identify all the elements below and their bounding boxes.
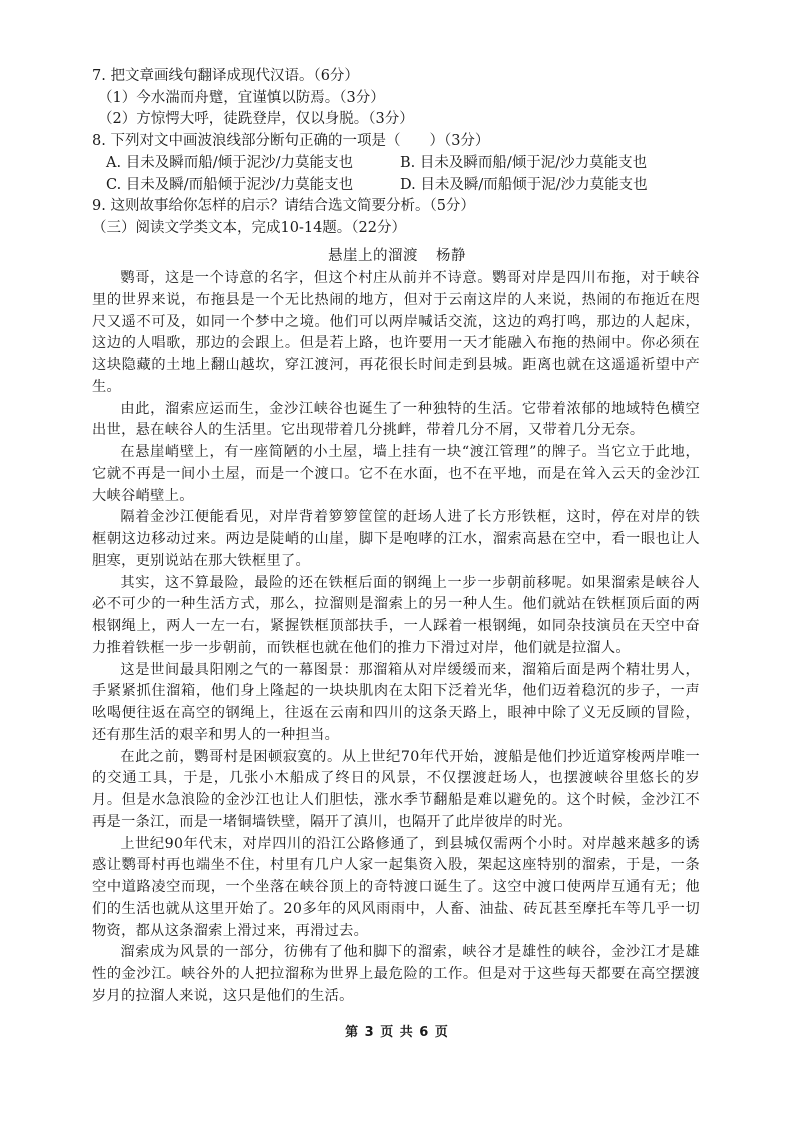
article-title: 悬崖上的溜渡	[328, 248, 418, 264]
question-7-stem: 7. 把文章画线句翻译成现代汉语。（6分）	[92, 68, 359, 84]
question-8-stem: 8. 下列对文中画波浪线部分断句正确的一项是（ ）（3分）	[92, 133, 490, 150]
article-paragraph: 在悬崖峭壁上，有一座简陋的小土屋，墙上挂有一块“渡江管理”的牌子。当它立于此地，它就不再是一间小土屋，而是一个渡口。它不在水面，也不在平地，而是在耸入云天的金沙江大峡谷峭壁上。	[92, 444, 700, 504]
article-body	[92, 268, 700, 1008]
questions-block	[92, 66, 712, 240]
question-8-option-b: B. 目未及瞬而船/倾于泥/沙力莫能支也	[400, 154, 648, 171]
question-7-sub-1: （1）今水湍而舟躄，宜谨慎以防焉。（3分）	[98, 89, 385, 106]
article-heading	[0, 244, 794, 265]
question-8-option-a: A. 目未及瞬而船/倾于泥沙/力莫能支也	[106, 154, 353, 171]
article-paragraph: 在此之前，鹦哥村是困顿寂寞的。从上世纪70年代开始，渡船是他们抄近道穿梭两岸唯一的交通工具，于是，几张小木船成了终日的风景，不仅摆渡赶场人，也摆渡峡谷里悠长的岁月。但是水急浪险的金沙江也让人们胆怯，涨水季节翻船是难以避免的。这个时候，金沙江不再是一条江，而是一堵铜墙铁壁，隔开了滇川，也隔开了此岸彼岸的时光。	[92, 748, 700, 830]
article-paragraph: 隔着金沙江便能看见，对岸背着箩箩筐筐的赶场人进了长方形铁框，这时，停在对岸的铁框朝这边移动过来。两边是陡峭的山崖，脚下是咆哮的江水，溜索高悬在空中，看一眼也让人胆寒，更别说站在那大铁框里了。	[92, 509, 700, 569]
article-paragraph: 这是世间最具阳刚之气的一幕图景：那溜箱从对岸缓缓而来，溜箱后面是两个精壮男人，手紧紧抓住溜箱，他们身上隆起的一块块肌肉在太阳下泛着光华，他们迈着稳沉的步子，一声吆喝便往返在高空的钢绳上，往返在云南和四川的这条天路上，眼神中除了义无反顾的冒险，还有那生活的艰辛和男人的一种担当。	[92, 661, 700, 743]
question-8-option-c: C. 目未及瞬/而船倾于泥沙/力莫能支也	[106, 176, 354, 193]
article-paragraph: 上世纪90年代末，对岸四川的沿江公路修通了，到县城仅需两个小时。对岸越来越多的诱惑让鹦哥村再也端坐不住，村里有几户人家一起集资入股，架起这座特别的溜索，于是，一条空中道路凌空而现，一个坐落在峡谷顶上的奇特渡口诞生了。这空中渡口使两岸互通有无；他们的生活也就从这里开始了。20多年的风风雨雨中，人畜、油盐、砖瓦甚至摩托车等几乎一切物资，都从这条溜索上滑过来，再滑过去。	[92, 835, 700, 939]
question-9-stem: 9. 这则故事给你怎样的启示？请结合选文简要分析。（5分）	[92, 198, 475, 215]
page-footer: 第 3 页 共 6 页	[345, 1025, 449, 1040]
question-7-sub-2: （2）方惊愕大呼，徒跣登岸，仅以身脱。（3分）	[98, 111, 414, 128]
question-8-option-d: D. 目未及瞬/而船倾于泥/沙力莫能支也	[400, 176, 648, 193]
section-3-heading: （三）阅读文学类文本，完成10-14题。（22分）	[92, 219, 406, 236]
article-paragraph: 由此，溜索应运而生，金沙江峡谷也诞生了一种独特的生活。它带着浓郁的地域特色横空出世，悬在峡谷人的生活里。它出现带着几分挑衅，带着几分不屑，又带着几分无奈。	[92, 400, 700, 439]
article-author: 杨静	[436, 248, 466, 264]
article-paragraph: 其实，这不算最险，最险的还在铁框后面的钢绳上一步一步朝前移呢。如果溜索是峡谷人必不可少的一种生活方式，那么，拉溜则是溜索上的另一种人生。他们就站在铁框顶后面的两根钢绳上，两人一左一右，紧握铁框顶部扶手，一人踩着一根钢绳，如同杂技演员在天空中奋力推着铁框一步一步朝前，而铁框也就在他们的推力下滑过对岸，他们就是拉溜人。	[92, 574, 700, 656]
article-paragraph: 鹦哥，这是一个诗意的名字，但这个村庄从前并不诗意。鹦哥对岸是四川布拖，对于峡谷里的世界来说，布拖县是一个无比热闹的地方，但对于云南这岸的人来说，热闹的布拖近在咫尺又遥不可及，如同一个梦中之境。他们可以两岸喊话交流，这边的鸡打鸣，那边的人起床，这边的人唱歌，那边的会跟上。但是若上路，也许要用一天才能融入布拖的热闹中。你必须在这块隐藏的土地上翻山越坎，穿江渡河，再花很长时间走到县城。距离也就在这遥遥祈望中产生。	[92, 270, 700, 395]
question-8-options-row-2	[92, 175, 712, 197]
question-8-options-row-1	[92, 153, 712, 175]
article-paragraph: 溜索成为风景的一部分，彷佛有了他和脚下的溜索，峡谷才是雄性的峡谷，金沙江才是雄性的金沙江。峡谷外的人把拉溜称为世界上最危险的工作。但是对于这些每天都要在高空摆渡岁月的拉溜人来说，这只是他们的生活。	[92, 944, 700, 1004]
